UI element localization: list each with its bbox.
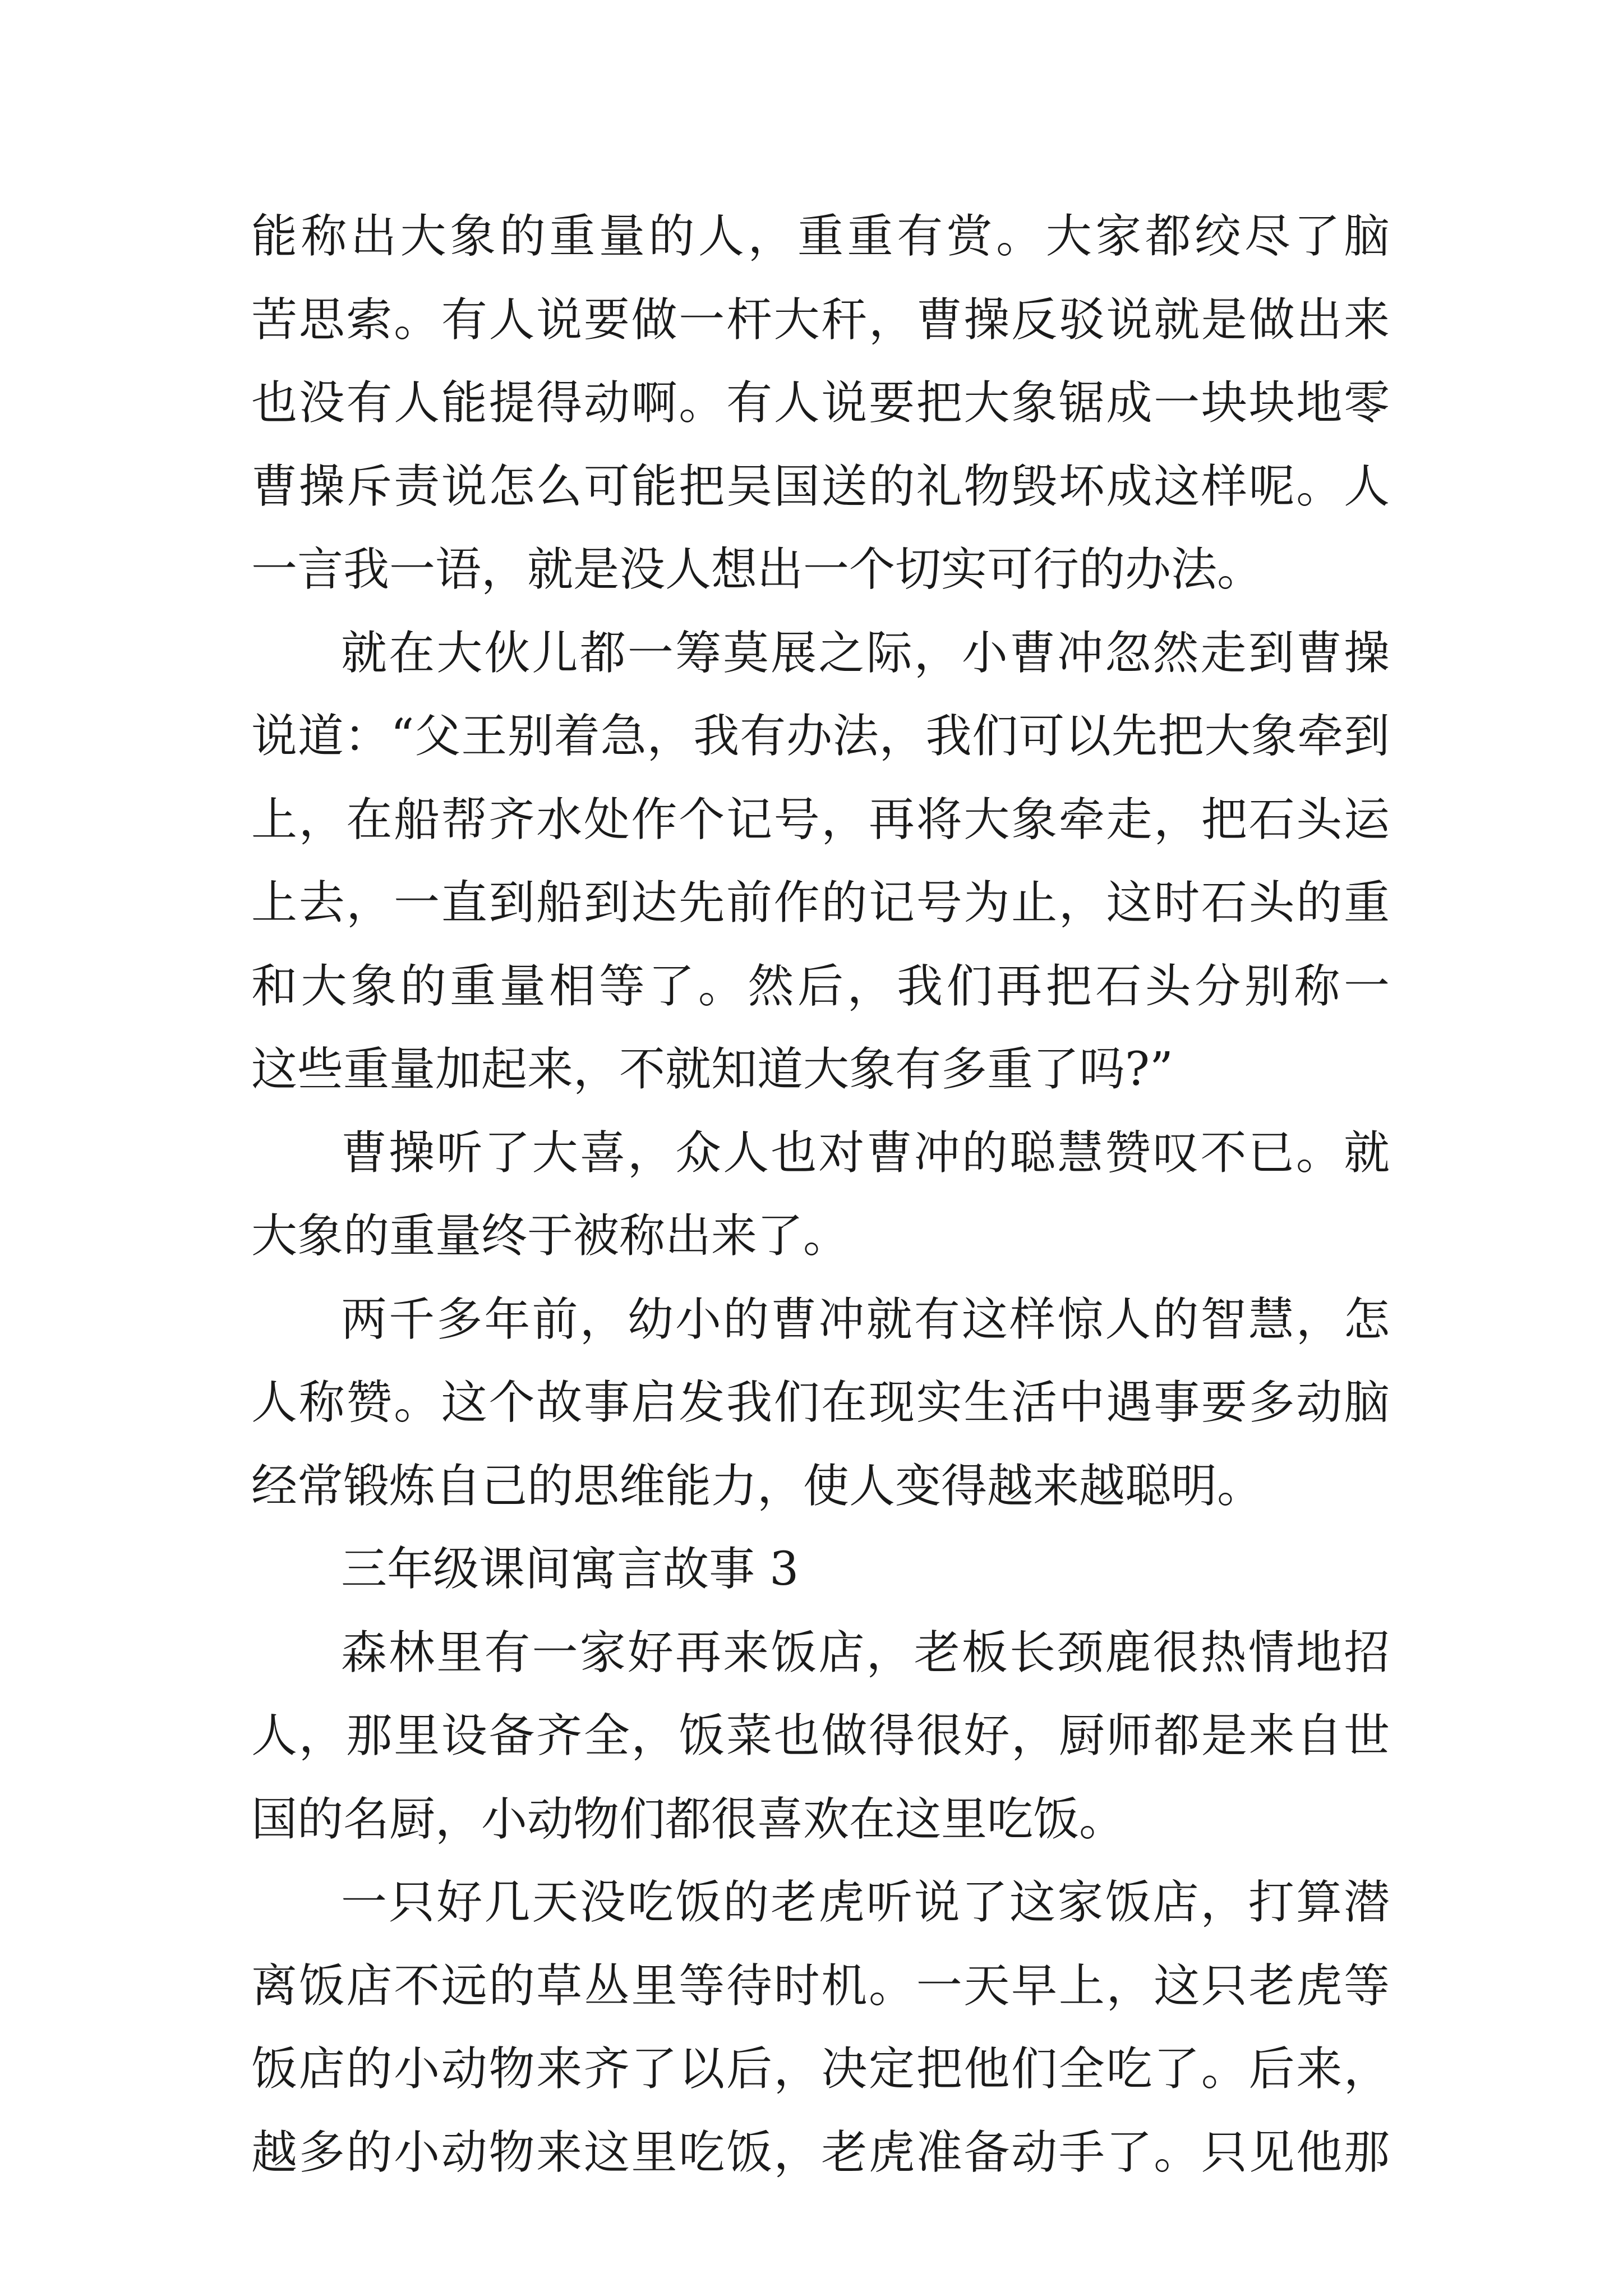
text-line: 两千多年前，幼小的曹冲就有这样惊人的智慧，怎	[341, 1292, 1390, 1346]
text-line: 一言我一语，就是没人想出一个切实可行的办法。	[251, 543, 1264, 596]
text-line: 人称赞。这个故事启发我们在现实生活中遇事要多动脑	[251, 1376, 1390, 1429]
text-line: 能称出大象的重量的人，重重有赏。大家都绞尽了脑	[251, 210, 1390, 263]
text-line: 上，在船帮齐水处作个记号，再将大象牵走，把石头运	[251, 793, 1390, 846]
text-line: 森林里有一家好再来饭店，老板长颈鹿很热情地招	[341, 1626, 1390, 1680]
text-line: 离饭店不远的草丛里等待时机。一天早上，这只老虎等	[251, 1959, 1390, 2013]
text-line: 大象的重量终于被称出来了。	[251, 1209, 850, 1263]
text-line: 人，那里设备齐全，饭菜也做得很好，厨师都是来自世	[251, 1709, 1390, 1763]
text-line: 和大象的重量相等了。然后，我们再把石头分别称一	[251, 959, 1390, 1013]
text-line: 越多的小动物来这里吃饭，老虎准备动手了。只见他那	[251, 2125, 1390, 2179]
text-line: 曹操斥责说怎么可能把吴国送的礼物毁坏成这样呢。人	[251, 459, 1390, 513]
text-line: 也没有人能提得动啊。有人说要把大象锯成一块块地零	[251, 376, 1390, 430]
text-line: 经常锻炼自己的思维能力，使人变得越来越聪明。	[251, 1459, 1264, 1513]
section-heading: 三年级课间寓言故事 3	[341, 1543, 799, 1596]
text-line: 苦思索。有人说要做一杆大秆，曹操反驳说就是做出来	[251, 293, 1390, 347]
text-line: 一只好几天没吃饭的老虎听说了这家饭店，打算潜	[341, 1876, 1390, 1929]
text-line: 上去，一直到船到达先前作的记号为止，这时石头的重	[251, 876, 1390, 930]
document-body	[251, 195, 1390, 2194]
text-line: 饭店的小动物来齐了以后，决定把他们全吃了。后来，	[251, 2042, 1390, 2096]
text-line: 国的名厨，小动物们都很喜欢在这里吃饭。	[251, 1792, 1126, 1846]
text-line: 说道：“父王别着急，我有办法，我们可以先把大象牵到	[251, 710, 1390, 763]
text-line: 就在大伙儿都一筹莫展之际，小曹冲忽然走到曹操	[341, 626, 1390, 680]
text-line: 这些重量加起来，不就知道大象有多重了吗?”	[251, 1043, 1173, 1096]
text-line: 曹操听了大喜，众人也对曹冲的聪慧赞叹不已。就	[341, 1126, 1390, 1180]
